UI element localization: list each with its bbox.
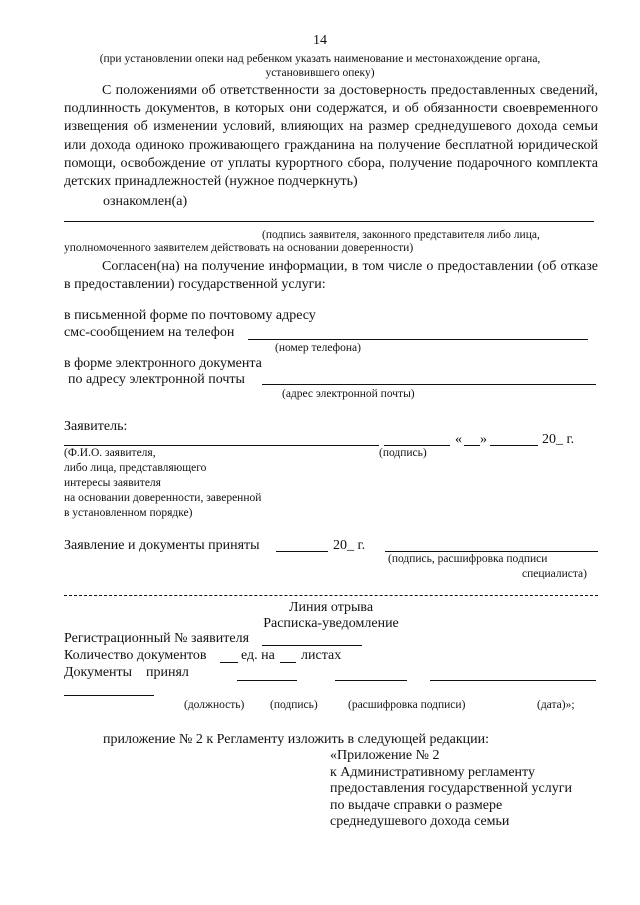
appendix-header-line-1: «Приложение № 2 <box>330 748 440 763</box>
specialist-caption-line-2: специалиста) <box>522 568 587 580</box>
applicant-name-line[interactable] <box>64 445 379 446</box>
page-number: 14 <box>313 33 327 48</box>
applicant-signature-line[interactable] <box>64 221 594 222</box>
docs-units-label: ед. на <box>241 648 275 663</box>
signature-caption-line-2: уполномоченного заявителем действовать на основании доверенности) <box>64 242 414 254</box>
postal-option: в письменной форме по почтовому адресу <box>64 308 316 323</box>
accepted-day-line[interactable] <box>276 551 328 552</box>
guardianship-note-line-1: (при установлении опеки над ребенком указать наименование и местонахождение органа, <box>99 53 541 65</box>
signature-caption-line-1: (подпись заявителя, законного представителя либо лица, <box>262 229 540 241</box>
date-year: 20_ г. <box>542 432 575 447</box>
electronic-option-line-2: по адресу электронной почты <box>68 372 245 387</box>
guardianship-note-line-2: установившего опеку) <box>265 67 375 79</box>
appendix-header-line-5: среднедушевого дохода семьи <box>330 814 510 829</box>
receipt-date-line[interactable] <box>64 695 154 696</box>
accepted-year: 20_ г. <box>333 538 366 553</box>
date-quote-open: « <box>455 432 462 447</box>
applicant-caption-line-1: (Ф.И.О. заявителя, <box>64 447 156 459</box>
appendix-header-line-2: к Административному регламенту <box>330 765 535 780</box>
familiarized-label: ознакомлен(а) <box>103 194 188 209</box>
sms-option: смс-сообщением на телефон <box>64 325 235 340</box>
cut-line-label: Линия отрыва <box>288 600 374 615</box>
docs-accepted-verb: принял <box>146 665 189 680</box>
applicant-caption-line-5: в установленном порядке) <box>64 507 193 519</box>
appendix-header-line-3: предоставления государственной услуги <box>330 781 572 796</box>
applicant-caption-line-2: либо лица, представляющего <box>64 462 207 474</box>
specialist-caption-line-1: (подпись, расшифровка подписи <box>388 553 548 565</box>
familiarization-paragraph: С положениями об ответственности за достоверность предоставленных сведений, подлинность документов, в которых они содержатся, и об обязанности своевременного извещения об изменении условий, влияющих на размер среднедушевого дохода семьи или дохода одиноко проживающего гражданина на получение бесплатной юридической помощи, освобождение от уплаты курортного сбора, получение подарочного комплекта детских принадлежностей (нужное подчеркнуть) <box>64 83 598 190</box>
date-month-line[interactable] <box>490 445 538 446</box>
signature-caption: (подпись) <box>270 699 318 711</box>
docs-accepted-label: Документы <box>64 665 133 680</box>
registration-number-line[interactable] <box>262 645 362 646</box>
docs-units-line[interactable] <box>220 662 238 663</box>
applicant-signature-field[interactable] <box>384 445 450 446</box>
receipt-title: Расписка-уведомление <box>263 616 399 631</box>
tear-off-line <box>64 595 598 596</box>
email-line[interactable] <box>262 384 596 385</box>
receiver-signature-line[interactable] <box>335 680 407 681</box>
applicant-caption-line-4: на основании доверенности, заверенной <box>64 492 262 504</box>
appendix-header-line-4: по выдаче справки о размере <box>330 798 503 813</box>
receiver-name-line[interactable] <box>430 680 596 681</box>
receiver-position-line[interactable] <box>237 680 297 681</box>
date-day-line[interactable] <box>464 445 480 446</box>
email-caption: (адрес электронной почты) <box>282 388 415 400</box>
date-quote-close: » <box>480 432 487 447</box>
applicant-label: Заявитель: <box>64 419 128 434</box>
phone-number-line[interactable] <box>248 339 588 340</box>
applicant-signature-caption: (подпись) <box>379 447 427 459</box>
docs-sheets-line[interactable] <box>280 662 296 663</box>
applicant-caption-line-3: интересы заявителя <box>64 477 161 489</box>
accepted-label: Заявление и документы приняты <box>64 538 260 553</box>
appendix-intro: приложение № 2 к Регламенту изложить в следующей редакции: <box>103 732 489 747</box>
date-caption: (дата)»; <box>537 699 575 711</box>
phone-caption: (номер телефона) <box>275 342 361 354</box>
position-caption: (должность) <box>184 699 245 711</box>
registration-label: Регистрационный № заявителя <box>64 631 250 646</box>
electronic-option-line-1: в форме электронного документа <box>64 356 262 371</box>
docs-count-label: Количество документов <box>64 648 207 663</box>
docs-sheets-label: листах <box>301 648 342 663</box>
specialist-signature-line[interactable] <box>385 551 598 552</box>
decoding-caption: (расшифровка подписи) <box>348 699 466 711</box>
consent-paragraph: Согласен(на) на получение информации, в том числе о предоставлении (об отказе в предоставлении) государственной услуги: <box>64 259 598 293</box>
